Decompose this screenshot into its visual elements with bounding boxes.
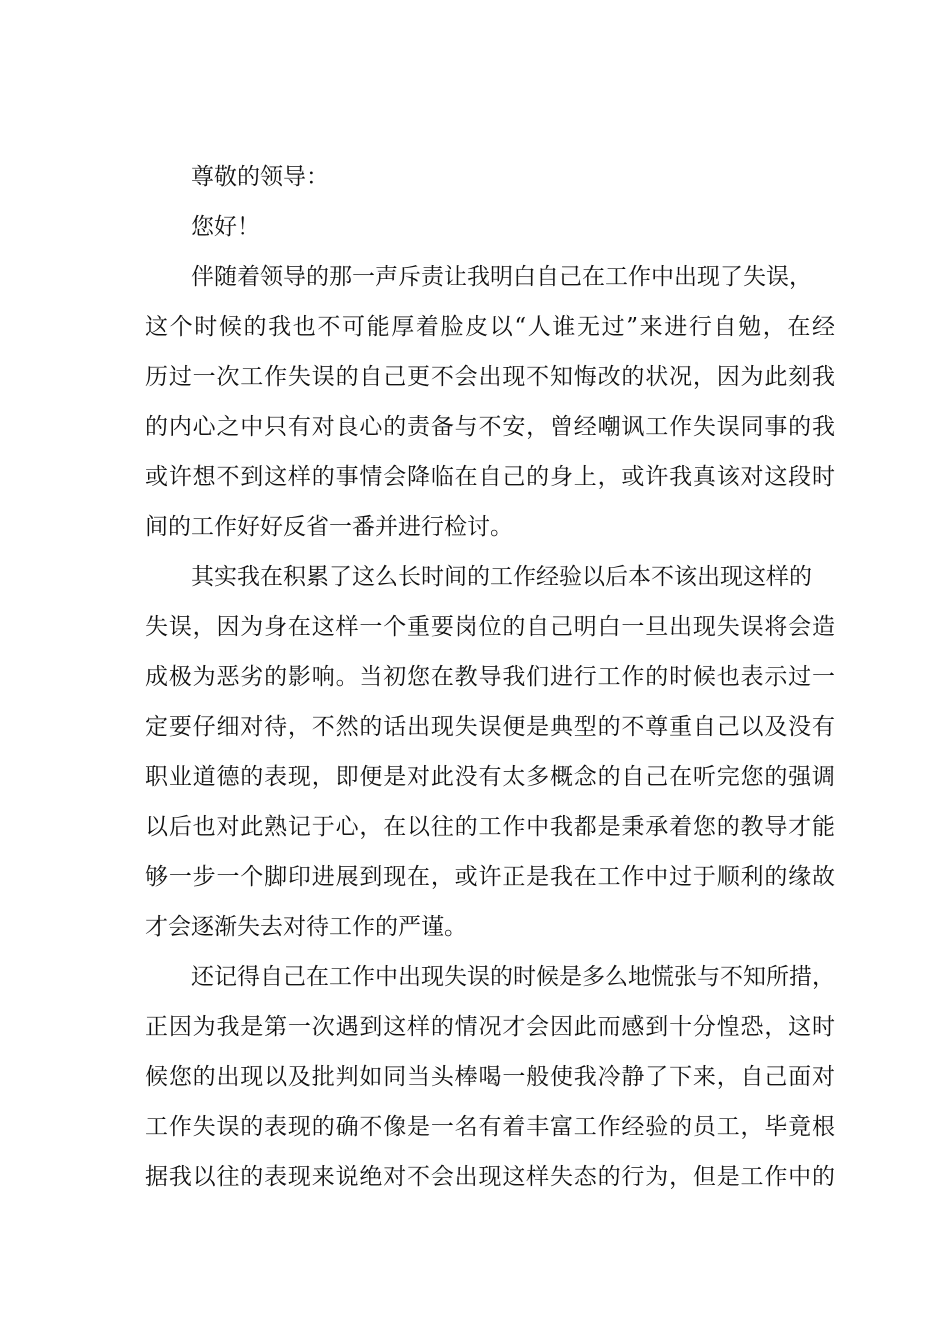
salutation: 尊敬的领导： (191, 164, 329, 190)
paragraph-line: 候您的出现以及批判如同当头棒喝一般使我冷静了下来，自己面对 (145, 1064, 835, 1090)
paragraph-line: 据我以往的表现来说绝对不会出现这样失态的行为，但是工作中的 (145, 1164, 835, 1190)
greeting: 您好！ (191, 214, 260, 240)
paragraph-line: 其实我在积累了这么长时间的工作经验以后本不该出现这样的 (191, 564, 812, 590)
paragraph-line: 历过一次工作失误的自己更不会出现不知悔改的状况，因为此刻我 (145, 364, 835, 390)
paragraph-line: 这个时候的我也不可能厚着脸皮以“人谁无过”来进行自勉，在经 (145, 314, 835, 340)
paragraph-line: 正因为我是第一次遇到这样的情况才会因此而感到十分惶恐，这时 (145, 1014, 835, 1040)
paragraph-line: 间的工作好好反省一番并进行检讨。 (145, 514, 513, 540)
paragraph-line: 才会逐渐失去对待工作的严谨。 (145, 914, 467, 940)
paragraph-line: 伴随着领导的那一声斥责让我明白自己在工作中出现了失误， (191, 264, 812, 290)
paragraph-line: 还记得自己在工作中出现失误的时候是多么地慌张与不知所措， (191, 964, 835, 990)
paragraph-line: 工作失误的表现的确不像是一名有着丰富工作经验的员工，毕竟根 (145, 1114, 835, 1140)
paragraph-line: 职业道德的表现，即便是对此没有太多概念的自己在听完您的强调 (145, 764, 835, 790)
paragraph-3 (145, 952, 835, 1202)
paragraph-line: 或许想不到这样的事情会降临在自己的身上，或许我真该对这段时 (145, 464, 835, 490)
paragraph-1 (145, 252, 835, 552)
paragraph-2 (145, 552, 835, 952)
paragraph-line: 够一步一个脚印进展到现在，或许正是我在工作中过于顺利的缘故 (145, 864, 835, 890)
paragraph-line: 以后也对此熟记于心，在以往的工作中我都是秉承着您的教导才能 (145, 814, 835, 840)
letter-body (145, 152, 835, 1202)
paragraph-line: 失误，因为身在这样一个重要岗位的自己明白一旦出现失误将会造 (145, 614, 835, 640)
paragraph-line: 成极为恶劣的影响。当初您在教导我们进行工作的时候也表示过一 (145, 664, 835, 690)
paragraph-line: 的内心之中只有对良心的责备与不安，曾经嘲讽工作失误同事的我 (145, 414, 835, 440)
paragraph-line: 定要仔细对待，不然的话出现失误便是典型的不尊重自己以及没有 (145, 714, 835, 740)
